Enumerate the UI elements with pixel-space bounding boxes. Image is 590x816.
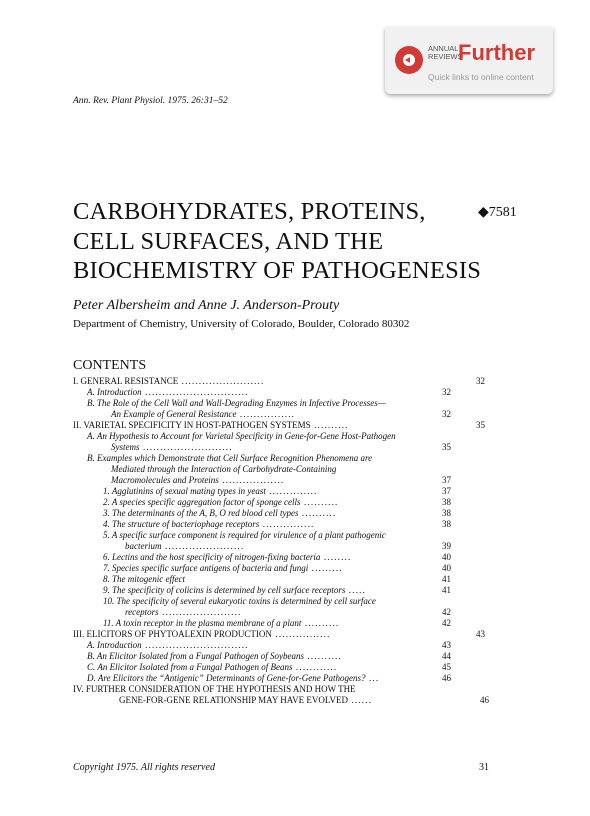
toc-entry[interactable]: [103, 508, 336, 519]
toc-leader-dots: ...............: [259, 519, 315, 529]
banner-quick-links[interactable]: Quick links to online content: [428, 72, 534, 82]
toc-leader-dots: ..........: [303, 651, 342, 661]
toc-entry[interactable]: [73, 629, 331, 640]
toc-leader-dots: ................: [271, 629, 331, 639]
toc-page-number: 43: [476, 629, 485, 639]
toc-page-number: 41: [442, 574, 451, 584]
authors: Peter Albersheim and Anne J. Anderson-Prouty: [73, 298, 340, 313]
banner-annual: ANNUAL: [428, 44, 459, 53]
further-logo-icon: [395, 46, 423, 74]
toc-page-number: 32: [442, 409, 451, 419]
toc-entry-title: A. Introduction: [87, 640, 142, 650]
toc-entry[interactable]: [119, 695, 372, 706]
affiliation: Department of Chemistry, University of Colorado, Boulder, Colorado 80302: [73, 318, 410, 330]
banner-further: Further: [458, 40, 535, 65]
toc-entry-title: A. An Hypothesis to Account for Varietal Specificity in Gene-for-Gene Host-Pathogen: [87, 431, 396, 441]
toc-entry[interactable]: [111, 475, 284, 486]
toc-page-number: 46: [480, 695, 489, 705]
toc-leader-dots: ........................: [178, 376, 265, 386]
toc-entry[interactable]: [103, 530, 386, 541]
toc-leader-dots: ................: [236, 409, 296, 419]
toc-leader-dots: ........: [320, 552, 352, 562]
toc-page-number: 44: [442, 651, 451, 661]
toc-leader-dots: ..........: [301, 618, 340, 628]
toc-entry-title: Systems: [111, 442, 140, 452]
toc-entry-title: bacterium: [125, 541, 162, 551]
toc-page-number: 38: [442, 519, 451, 529]
toc-leader-dots: ..............................: [141, 640, 249, 650]
toc-entry[interactable]: [125, 607, 241, 618]
title-line: CARBOHYDRATES, PROTEINS,: [73, 198, 426, 225]
toc-leader-dots: ......: [348, 695, 373, 705]
toc-entry-title: III. ELICITORS OF PHYTOALEXIN PRODUCTION: [73, 629, 272, 639]
toc-page-number: 39: [442, 541, 451, 551]
toc-entry-title: 1. Agglutinins of sexual mating types in yeast: [103, 486, 266, 496]
toc-entry[interactable]: [87, 640, 249, 651]
toc-page-number: 43: [442, 640, 451, 650]
contents-heading: CONTENTS: [73, 358, 147, 373]
toc-page-number: 37: [442, 475, 451, 485]
toc-entry[interactable]: [103, 486, 318, 497]
page-number: 31: [479, 762, 489, 773]
toc-entry[interactable]: [73, 376, 264, 387]
toc-entry[interactable]: [73, 684, 356, 695]
toc-page-number: 40: [442, 552, 451, 562]
toc-leader-dots: ..........: [310, 420, 349, 430]
title-line: CELL SURFACES, AND THE: [73, 227, 384, 255]
toc-leader-dots: ..........................: [139, 442, 233, 452]
toc-page-number: 42: [442, 607, 451, 617]
toc-leader-dots: ..............: [265, 486, 318, 496]
toc-entry-title: 3. The determinants of the A, B, O red blood cell types: [103, 508, 299, 518]
banner-annual-reviews: [428, 44, 463, 61]
toc-leader-dots: ..................: [218, 475, 285, 485]
toc-entry[interactable]: [103, 563, 343, 574]
toc-entry-title: B. Examples which Demonstrate that Cell Surface Recognition Phenomena are: [87, 453, 373, 463]
toc-leader-dots: .....: [345, 585, 367, 595]
toc-entry-title: 6. Lectins and the host specificity of nitrogen-fixing bacteria: [103, 552, 321, 562]
toc-page-number: 32: [476, 376, 485, 386]
toc-leader-dots: ..........: [298, 508, 337, 518]
toc-leader-dots: ............: [292, 662, 338, 672]
toc-page-number: 35: [476, 420, 485, 430]
copyright-notice: Copyright 1975. All rights reserved: [73, 762, 215, 773]
toc-page-number: 42: [442, 618, 451, 628]
toc-entry[interactable]: [103, 519, 315, 530]
toc-entry-title: A. Introduction: [87, 387, 142, 397]
article-code: ◆7581: [478, 205, 517, 220]
toc-leader-dots: .......................: [161, 541, 245, 551]
toc-entry[interactable]: [103, 552, 351, 563]
toc-entry-title: GENE-FOR-GENE RELATIONSHIP MAY HAVE EVOLVED: [119, 695, 348, 705]
toc-page-number: 46: [442, 673, 451, 683]
toc-entry-title: 10. The specificity of several eukaryotic toxins is determined by cell surface: [103, 596, 376, 606]
toc-entry-title: 5. A specific surface component is required for virulence of a plant pathogenic: [103, 530, 386, 540]
toc-entry-title: 4. The structure of bacteriophage receptors: [103, 519, 260, 529]
toc-entry-title: 9. The specificity of colicins is determined by cell surface receptors: [103, 585, 346, 595]
toc-entry-title: I. GENERAL RESISTANCE: [73, 376, 179, 386]
toc-entry[interactable]: [87, 651, 342, 662]
toc-page-number: 41: [442, 585, 451, 595]
toc-entry[interactable]: [103, 574, 185, 585]
annual-reviews-further-banner[interactable]: [385, 27, 553, 94]
toc-entry[interactable]: [73, 420, 349, 431]
toc-page-number: 45: [442, 662, 451, 672]
toc-entry[interactable]: [125, 541, 244, 552]
toc-entry[interactable]: [87, 673, 379, 684]
article-title: [73, 197, 481, 286]
toc-entry-title: receptors: [125, 607, 159, 617]
toc-entry-title: 8. The mitogenic effect: [103, 574, 185, 584]
toc-entry-title: An Example of General Resistance: [111, 409, 237, 419]
toc-entry[interactable]: [103, 585, 366, 596]
toc-entry-title: 11. A toxin receptor in the plasma membrane of a plant: [103, 618, 302, 628]
journal-citation: Ann. Rev. Plant Physiol. 1975. 26:31–52: [73, 96, 228, 106]
title-line: BIOCHEMISTRY OF PATHOGENESIS: [73, 257, 482, 284]
toc-page-number: 40: [442, 563, 451, 573]
toc-entry[interactable]: [87, 662, 337, 673]
toc-page-number: 38: [442, 497, 451, 507]
toc-entry[interactable]: [87, 387, 249, 398]
toc-entry[interactable]: [111, 409, 295, 420]
toc-leader-dots: ..............................: [141, 387, 249, 397]
toc-leader-dots: .......................: [158, 607, 242, 617]
toc-page-number: 32: [442, 387, 451, 397]
toc-entry-title: II. VARIETAL SPECIFICITY IN HOST-PATHOGEN SYSTEMS: [73, 420, 311, 430]
toc-leader-dots: ..........: [300, 497, 339, 507]
toc-entry[interactable]: [103, 596, 376, 607]
toc-leader-dots: .........: [308, 563, 343, 573]
toc-entry-title: C. An Elicitor Isolated from a Fungal Pathogen of Beans: [87, 662, 293, 672]
toc-leader-dots: ...: [365, 673, 380, 683]
toc-entry[interactable]: [87, 453, 372, 464]
toc-page-number: 38: [442, 508, 451, 518]
toc-entry-title: B. An Elicitor Isolated from a Fungal Pathogen of Soybeans: [87, 651, 304, 661]
toc-page-number: 37: [442, 486, 451, 496]
toc-entry-title: IV. FURTHER CONSIDERATION OF THE HYPOTHESIS AND HOW THE: [73, 684, 356, 694]
toc-entry[interactable]: [111, 464, 336, 475]
banner-reviews: REVIEWS: [428, 52, 463, 61]
toc-entry-title: Macromolecules and Proteins: [111, 475, 219, 485]
toc-entry[interactable]: [111, 442, 233, 453]
toc-entry[interactable]: [103, 618, 339, 629]
toc-entry-title: 7. Species specific surface antigens of bacteria and fungi: [103, 563, 309, 573]
toc-entry-title: Mediated through the Interaction of Carbohydrate-Containing: [111, 464, 337, 474]
toc-entry[interactable]: [103, 497, 339, 508]
toc-entry-title: 2. A species specific aggregation factor of sponge cells: [103, 497, 301, 507]
toc-entry-title: B. The Role of the Cell Wall and Wall-Degrading Enzymes in Infective Processes—: [87, 398, 386, 408]
toc-entry[interactable]: [87, 431, 396, 442]
toc-entry[interactable]: [87, 398, 386, 409]
toc-page-number: 35: [442, 442, 451, 452]
toc-entry-title: D. Are Elicitors the “Antigenic” Determinants of Gene-for-Gene Pathogens?: [87, 673, 366, 683]
